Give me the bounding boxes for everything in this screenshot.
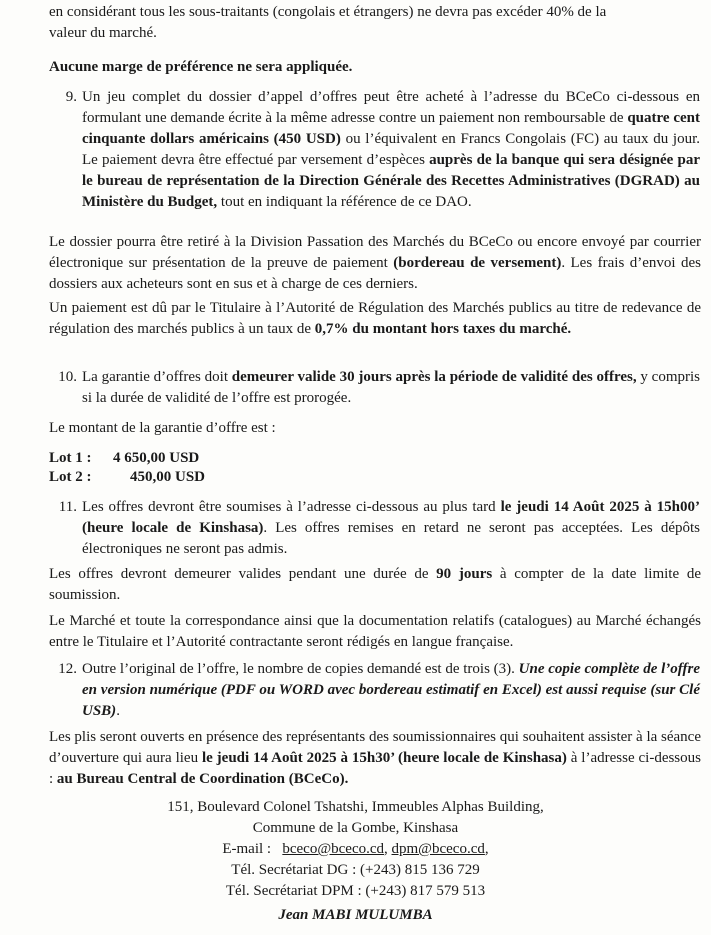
item-10-number: 10. bbox=[58, 369, 77, 385]
paiement-text: Un paiement est dû par le Titulaire à l’Autorité de Régulation des Marchés publics au titre de redevance de régulation des marchés publics à un taux de bbox=[49, 300, 701, 337]
lot-1 bbox=[49, 448, 199, 469]
item-10-text-1: La garantie d’offres doit bbox=[82, 369, 232, 385]
lot-1-label: Lot 1 : bbox=[49, 450, 92, 466]
item-9-number: 9. bbox=[65, 89, 77, 105]
item-9-text-1: Un jeu complet du dossier d’appel d’offres peut être acheté à l’adresse du BCeCo ci-dessous en formulant une demande écrite à la même adresse contre un paiement non remboursable de bbox=[82, 89, 700, 126]
item-11-number: 11. bbox=[58, 499, 77, 515]
plis-text-1: Les plis seront ouverts en présence des représentants des soumissionnaires qui souhaitent assister à la séance d’ouverture qui aura lieu bbox=[49, 729, 701, 766]
item-11 bbox=[58, 497, 700, 560]
plis-bold-bureau: au Bureau Central de Coordination (BCeCo). bbox=[56, 771, 349, 787]
item-9-bold-bank: auprès de la banque qui sera désignée par le bureau de représentation de la Direction Générale des Recettes Administratives (DGRAD) au Ministère du Budget, bbox=[82, 152, 701, 210]
item-11-text-2: . Les offres remises en retard ne seront pas acceptées. Les dépôts électroniques ne seront pas admis. bbox=[82, 520, 700, 557]
item-10-bold: demeurer valide 30 jours après la période de validité des offres, bbox=[231, 369, 637, 385]
marche-paragraph: Le Marché et toute la correspondance ainsi que la documentation relatifs (catalogues) au Marché échangés entre le Titulaire et l’Autorité contractante seront rédigés en langue française. bbox=[49, 613, 701, 650]
plis-paragraph bbox=[49, 727, 701, 790]
dossier-text-2: . Les frais d’envoi des dossiers aux acheteurs sont en sus et à charge de ces derniers. bbox=[49, 255, 701, 292]
lot-2-label: Lot 2 : bbox=[49, 469, 92, 485]
item-12-text-1: Outre l’original de l’offre, le nombre de copies demandé est de trois (3). bbox=[82, 661, 519, 677]
email-line: E-mail : bceco@bceco.cd, dpm@bceco.cd, bbox=[222, 841, 489, 857]
intro-line-1: en considérant tous les sous-traitants (congolais et étrangers) ne devra pas excéder 40% de la bbox=[49, 4, 607, 20]
item-10-text-2: y compris si la durée de validité de l’offre est prorogée. bbox=[82, 369, 700, 406]
email-link-dpm[interactable]: dpm@bceco.cd bbox=[391, 841, 485, 857]
plis-text-2: à l’adresse ci-dessous : bbox=[49, 750, 701, 787]
intro-line-2: valeur du marché. bbox=[49, 25, 157, 41]
lot-1-amount: 4 650,00 USD bbox=[113, 450, 200, 466]
email-link-bceco[interactable]: bceco@bceco.cd bbox=[282, 841, 385, 857]
item-12-bold-italic: Une copie complète de l’offre en version numérique (PDF ou WORD avec bordereau estimatif en Excel) est aussi requise (sur Clé USB) bbox=[82, 661, 701, 719]
lot-2 bbox=[49, 467, 205, 488]
lot-2-amount: 450,00 USD bbox=[130, 469, 206, 485]
item-11-text-1: Les offres devront être soumises à l’adresse ci-dessous au plus tard bbox=[82, 499, 501, 515]
validite-text-1: Les offres devront demeurer valides pendant une durée de bbox=[49, 566, 437, 582]
email-label: E-mail : bbox=[222, 841, 272, 857]
tel-dpm: Tél. Secrétariat DPM : (+243) 817 579 513 bbox=[225, 883, 486, 899]
dossier-bold: (bordereau de versement) bbox=[393, 255, 562, 271]
address-line-1: 151, Boulevard Colonel Tshatshi, Immeubles Alphas Building, bbox=[167, 799, 544, 815]
item-9-text-3: tout en indiquant la référence de ce DAO. bbox=[217, 194, 472, 210]
item-10 bbox=[58, 367, 700, 409]
no-margin-notice: Aucune marge de préférence ne sera appliquée. bbox=[49, 59, 353, 75]
validite-paragraph bbox=[49, 564, 701, 606]
tel-dg: Tél. Secrétariat DG : (+243) 815 136 729 bbox=[231, 862, 480, 878]
paiement-paragraph bbox=[49, 298, 701, 340]
plis-bold-date: le jeudi 14 Août 2025 à 15h30’ (heure locale de Kinshasa) bbox=[201, 750, 567, 766]
item-12 bbox=[58, 659, 701, 722]
item-11-bold-deadline: le jeudi 14 Août 2025 à 15h00’ (heure locale de Kinshasa) bbox=[82, 499, 700, 536]
validite-bold: 90 jours bbox=[436, 566, 493, 582]
signature-name: Jean MABI MULUMBA bbox=[278, 907, 433, 923]
item-9 bbox=[65, 87, 701, 213]
validite-text-2: à compter de la date limite de soumission. bbox=[49, 566, 701, 603]
item-9-bold-price: quatre cent cinquante dollars américains (450 USD) bbox=[82, 110, 700, 147]
item-12-text-2: . bbox=[116, 703, 120, 719]
intro-paragraph bbox=[49, 2, 701, 44]
dossier-paragraph bbox=[49, 232, 701, 295]
item-12-number: 12. bbox=[58, 661, 77, 677]
item-9-text-2: ou l’équivalent en Francs Congolais (FC) au taux du jour. Le paiement devra être effectué par versement d’espèces bbox=[82, 131, 701, 168]
address-block bbox=[0, 797, 711, 902]
address-line-2: Commune de la Gombe, Kinshasa bbox=[252, 820, 459, 836]
dossier-text-1: Le dossier pourra être retiré à la Division Passation des Marchés du BCeCo ou encore envoyé par courrier électronique sur présentation de la preuve de paiement bbox=[49, 234, 701, 271]
paiement-bold-rate: 0,7% du montant hors taxes du marché. bbox=[314, 321, 572, 337]
montant-label: Le montant de la garantie d’offre est : bbox=[49, 420, 276, 436]
